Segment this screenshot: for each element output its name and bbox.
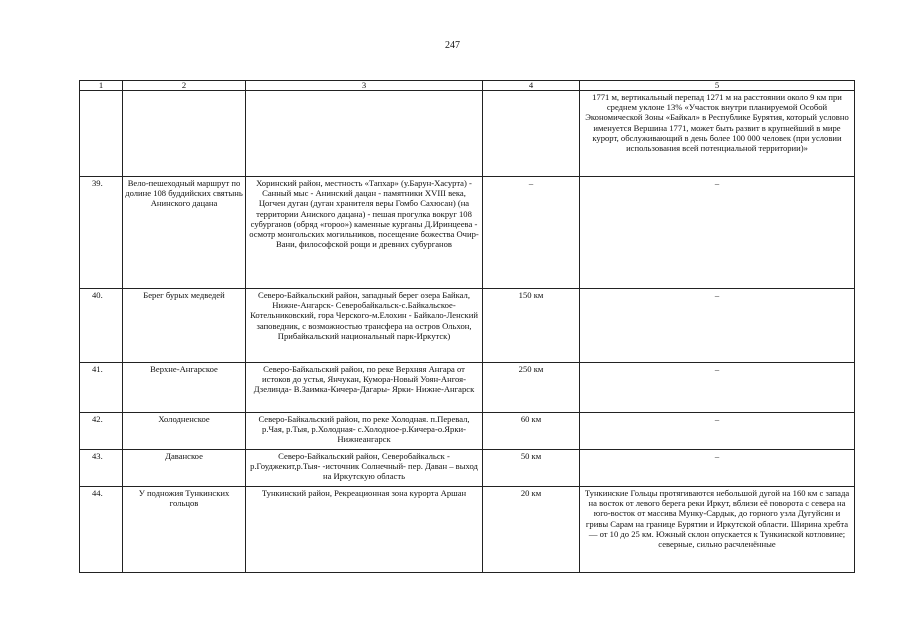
route-distance: [483, 91, 580, 177]
route-distance: –: [483, 177, 580, 289]
table-row: [80, 450, 855, 487]
route-description: Хоринский район, местность «Тапхар» (у.Барун-Хасурта) - Санный мыс - Анинский дацан - памятники XVIII века, Цогчен дуган (дуган хранителя веры Гомбо Сахюсан) (на территории Аниского дацана) - пешая прогулка вокруг 108 субурганов (обряд «гороо») каменные курганы Д.Иринцеева - осмотр монгольских могильников, посещение божества Очир-Вани, философской рощи и древних субурганов: [246, 177, 483, 289]
route-description: Северо-Байкальский район, по реке Верхняя Ангара от истоков до устья, Янчукан, Кумора-Новый Уоян-Ангоя- Дзелинда- В.Заимка-Кичера-Дагары- Ярки- Нижне-Ангарск: [246, 363, 483, 413]
route-note: –: [580, 413, 855, 450]
route-name: Даванское: [123, 450, 246, 487]
route-name: Берег бурых медведей: [123, 289, 246, 363]
route-note: –: [580, 363, 855, 413]
route-description: Северо-Байкальский район, по реке Холодная. п.Перевал, р.Чая, р.Тыя, р.Холодная- с.Холодное-р.Кичера-о.Ярки-Нижнеангарск: [246, 413, 483, 450]
route-name: Холодненское: [123, 413, 246, 450]
table-row: [80, 177, 855, 289]
header-cell-5: 5: [580, 81, 855, 91]
route-note: 1771 м, вертикальный перепад 1271 м на расстоянии около 9 км при среднем уклоне 13% «Участок внутри планируемой Особой Экономической Зоны «Байкал» в Республике Бурятия, который условно именуется Вершина 1771, может быть развит в крупнейший в мире курорт, обслуживающий в день более 100 000 человек (при условии использования всей потенциальной территории)»: [580, 91, 855, 177]
row-number: 44.: [80, 487, 123, 573]
route-description: Северо-Байкальский район, западный берег озера Байкал, Нижне-Ангарск- Северобайкальск-с.Байкальское- Котельниковский, гора Черского-м.Елохин - Байкало-Ленский заповедник, с возможностью трансфера на остров Ольхон, Прибайкальский национальный парк-Иркутск): [246, 289, 483, 363]
route-distance: 20 км: [483, 487, 580, 573]
table-header-row: [80, 81, 855, 91]
row-number: 40.: [80, 289, 123, 363]
routes-table: [79, 80, 855, 573]
route-note: Тункинские Гольцы протягиваются небольшой дугой на 160 км с запада на восток от левого берега реки Иркут, вблизи её поворота с севера на юго-восток от массива Мунку-Сардык, до горного узла Дугуйсин и гривы Сарам на границе Бурятии и Иркутской области. Ширина хребта — от 10 до 25 км. Южный склон опускается к Тункинской котловине; северные, сильно расчленённые: [580, 487, 855, 573]
table-row: [80, 91, 855, 177]
route-note: –: [580, 289, 855, 363]
route-note: –: [580, 450, 855, 487]
route-distance: 150 км: [483, 289, 580, 363]
route-name: Вело-пешеходный маршрут по долине 108 буддийских святынь Анинского дацана: [123, 177, 246, 289]
row-number: 43.: [80, 450, 123, 487]
header-cell-2: 2: [123, 81, 246, 91]
route-description: Северо-Байкальский район, Северобайкальск - р.Гоуджекит,р.Тыя- -источник Солнечный- пер. Даван – выход на Иркутскую область: [246, 450, 483, 487]
row-number: 41.: [80, 363, 123, 413]
route-name: Верхне-Ангарское: [123, 363, 246, 413]
page-number: 247: [445, 40, 460, 51]
route-distance: 50 км: [483, 450, 580, 487]
route-description: Тункинский район, Рекреационная зона курорта Аршан: [246, 487, 483, 573]
header-cell-3: 3: [246, 81, 483, 91]
route-name: У подножия Тункинских гольцов: [123, 487, 246, 573]
route-description: [246, 91, 483, 177]
header-cell-1: 1: [80, 81, 123, 91]
table-row: [80, 413, 855, 450]
route-distance: 250 км: [483, 363, 580, 413]
row-number: [80, 91, 123, 177]
route-name: [123, 91, 246, 177]
table-row: [80, 363, 855, 413]
route-distance: 60 км: [483, 413, 580, 450]
table-row: [80, 487, 855, 573]
row-number: 42.: [80, 413, 123, 450]
header-cell-4: 4: [483, 81, 580, 91]
table-row: [80, 289, 855, 363]
row-number: 39.: [80, 177, 123, 289]
route-note: –: [580, 177, 855, 289]
